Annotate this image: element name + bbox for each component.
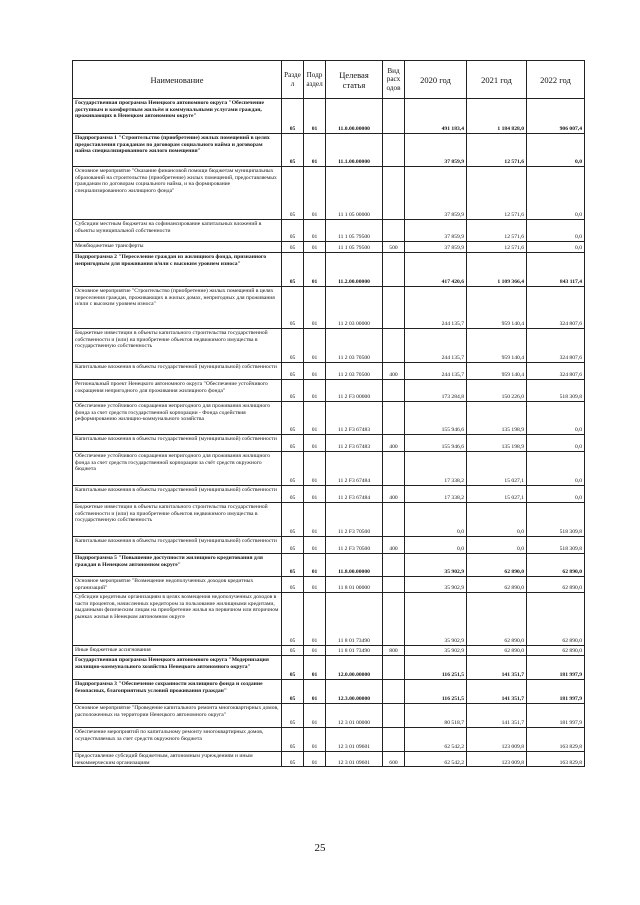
row-expense-type xyxy=(383,380,405,402)
row-value-2021: 141 351,7 xyxy=(467,656,527,680)
table-row xyxy=(73,402,585,435)
row-value-2021: 15 027,1 xyxy=(467,486,527,503)
header-name: Наименование xyxy=(73,61,282,99)
row-target-article: 11 2 F3 00000 xyxy=(326,380,383,402)
row-value-2022: 324 807,6 xyxy=(527,287,585,329)
row-value-2022: 518 309,8 xyxy=(527,503,585,537)
row-subsection: 01 xyxy=(304,363,326,380)
row-name: Государственная программа Ненецкого автономного округа "Обеспечение доступным и комфортным жильём и коммунальными услугами граждан, проживающих в Ненецком автономном округе" xyxy=(73,99,282,134)
table-row xyxy=(73,554,585,577)
row-value-2020: 35 902,9 xyxy=(405,554,467,577)
row-name: Подпрограмма 5 "Повышение доступности жилищного кредитования для граждан в Ненецком автономном округе" xyxy=(73,554,282,577)
row-target-article: 12.0.00.00000 xyxy=(326,656,383,680)
table-row xyxy=(73,752,585,767)
row-name: Предоставление субсидий бюджетным, автономным учреждениям и иным некоммерческим организациям xyxy=(73,752,282,767)
row-section: 05 xyxy=(282,728,304,752)
row-section: 05 xyxy=(282,656,304,680)
table-row xyxy=(73,435,585,452)
row-value-2020: 417 420,6 xyxy=(405,253,467,287)
budget-table-sheet xyxy=(72,60,584,767)
row-value-2020: 37 859,9 xyxy=(405,220,467,242)
row-value-2022: 62 890,0 xyxy=(527,646,585,656)
row-value-2020: 0,0 xyxy=(405,537,467,554)
table-row xyxy=(73,537,585,554)
row-name: Государственная программа Ненецкого автономного округа "Модернизация жилищно-коммунального хозяйства Ненецкого автономного округа" xyxy=(73,656,282,680)
row-subsection: 01 xyxy=(304,242,326,253)
row-subsection: 01 xyxy=(304,167,326,220)
row-value-2020: 244 135,7 xyxy=(405,329,467,363)
row-subsection: 01 xyxy=(304,134,326,167)
row-subsection: 01 xyxy=(304,287,326,329)
row-expense-type: 400 xyxy=(383,435,405,452)
row-name: Региональный проект Ненецкого автономного округа "Обеспечение устойчивого сокращения непригодного для проживания жилищного фонда" xyxy=(73,380,282,402)
row-name: Обеспечение мероприятий по капитальному ремонту многоквартирных домов, осуществляемых за счет средств окружного бюджета xyxy=(73,728,282,752)
table-row xyxy=(73,242,585,253)
row-expense-type xyxy=(383,656,405,680)
table-row xyxy=(73,287,585,329)
row-section: 05 xyxy=(282,486,304,503)
row-expense-type: 400 xyxy=(383,537,405,554)
row-value-2020: 37 859,9 xyxy=(405,167,467,220)
row-target-article: 11 2 03 70500 xyxy=(326,363,383,380)
row-value-2022: 518 309,8 xyxy=(527,380,585,402)
row-value-2021: 135 198,9 xyxy=(467,435,527,452)
row-value-2021: 12 571,6 xyxy=(467,167,527,220)
row-value-2021: 1 184 828,0 xyxy=(467,99,527,134)
row-value-2022: 0,0 xyxy=(527,486,585,503)
row-expense-type xyxy=(383,329,405,363)
row-subsection: 01 xyxy=(304,646,326,656)
row-value-2021: 0,0 xyxy=(467,503,527,537)
row-target-article: 11 2 03 00000 xyxy=(326,287,383,329)
row-expense-type xyxy=(383,167,405,220)
row-section: 05 xyxy=(282,537,304,554)
row-target-article: 11 8 01 73490 xyxy=(326,646,383,656)
row-value-2022: 0,0 xyxy=(527,134,585,167)
row-value-2021: 62 890,0 xyxy=(467,554,527,577)
page-number: 25 xyxy=(314,842,326,854)
row-value-2022: 0,0 xyxy=(527,435,585,452)
row-section: 05 xyxy=(282,402,304,435)
row-target-article: 11 1 05 79500 xyxy=(326,242,383,253)
table-row xyxy=(73,593,585,646)
table-body xyxy=(73,99,585,767)
row-name: Капитальные вложения в объекты государственной (муниципальной) собственности xyxy=(73,537,282,554)
row-name: Межбюджетные трансферты xyxy=(73,242,282,253)
row-value-2020: 35 902,9 xyxy=(405,593,467,646)
row-section: 05 xyxy=(282,167,304,220)
row-value-2021: 12 571,6 xyxy=(467,242,527,253)
table-row xyxy=(73,728,585,752)
row-name: Бюджетные инвестиции в объекты капитального строительства государственной собственности и (или) на приобретение объектов недвижимого имущества в государственную собственность xyxy=(73,503,282,537)
row-value-2022: 181 997,9 xyxy=(527,704,585,728)
row-target-article: 11.1.00.00000 xyxy=(326,134,383,167)
row-name: Капитальные вложения в объекты государственной (муниципальной) собственности xyxy=(73,435,282,452)
row-value-2020: 37 859,9 xyxy=(405,134,467,167)
row-expense-type xyxy=(383,554,405,577)
row-value-2021: 123 009,8 xyxy=(467,752,527,767)
row-target-article: 12 3 01 09601 xyxy=(326,728,383,752)
row-expense-type: 400 xyxy=(383,363,405,380)
row-name: Основное мероприятие "Оказание финансовой помощи бюджетам муниципальных образований на строительство (приобретение) жилых помещений, предоставляемых гражданам по договорам социального найма, и на формирование специализированного жилищного фонда" xyxy=(73,167,282,220)
row-value-2022: 163 829,8 xyxy=(527,752,585,767)
row-value-2022: 181 997,9 xyxy=(527,656,585,680)
row-value-2020: 80 518,7 xyxy=(405,704,467,728)
row-name: Основное мероприятие "Возмещение недополученных доходов кредитных организаций" xyxy=(73,577,282,593)
row-target-article: 11 1 05 00000 xyxy=(326,167,383,220)
row-value-2021: 1 109 366,4 xyxy=(467,253,527,287)
row-name: Обеспечение устойчивого сокращения непригодного для проживания жилищного фонда за счет средств государственной корпорации за счёт средств окружного бюджета xyxy=(73,452,282,486)
header-year-2021: 2021 год xyxy=(467,61,527,99)
row-subsection: 01 xyxy=(304,220,326,242)
row-target-article: 11.8.00.00000 xyxy=(326,554,383,577)
row-expense-type xyxy=(383,728,405,752)
row-name: Подпрограмма 3 "Обеспечение сохранности жилищного фонда и создание безопасных, благоприятных условий проживания граждан" xyxy=(73,680,282,704)
row-subsection: 01 xyxy=(304,554,326,577)
row-expense-type xyxy=(383,220,405,242)
row-subsection: 01 xyxy=(304,656,326,680)
row-subsection: 01 xyxy=(304,577,326,593)
row-value-2021: 12 571,6 xyxy=(467,134,527,167)
row-value-2021: 12 571,6 xyxy=(467,220,527,242)
row-name: Основное мероприятие "Проведение капитального ремонта многоквартирных домов, расположенных на территории Ненецкого автономного округа" xyxy=(73,704,282,728)
row-section: 05 xyxy=(282,220,304,242)
row-target-article: 11 1 05 79500 xyxy=(326,220,383,242)
row-expense-type: 400 xyxy=(383,486,405,503)
row-subsection: 01 xyxy=(304,593,326,646)
row-name: Капитальные вложения в объекты государственной (муниципальной) собственности xyxy=(73,363,282,380)
row-value-2021: 135 198,9 xyxy=(467,402,527,435)
row-section: 05 xyxy=(282,752,304,767)
row-name: Основное мероприятие "Строительство (приобретение) жилых помещений в целях переселения граждан, проживающих в жилых домах, непригодных для проживания и/или с высоким уровнем износа" xyxy=(73,287,282,329)
row-value-2022: 906 007,4 xyxy=(527,99,585,134)
row-value-2022: 0,0 xyxy=(527,452,585,486)
row-subsection: 01 xyxy=(304,329,326,363)
row-value-2022: 62 890,0 xyxy=(527,554,585,577)
row-expense-type xyxy=(383,99,405,134)
row-value-2020: 0,0 xyxy=(405,503,467,537)
row-value-2021: 959 140,4 xyxy=(467,329,527,363)
row-value-2020: 62 542,2 xyxy=(405,752,467,767)
row-subsection: 01 xyxy=(304,704,326,728)
row-value-2020: 35 902,9 xyxy=(405,577,467,593)
row-section: 05 xyxy=(282,503,304,537)
row-value-2020: 244 135,7 xyxy=(405,287,467,329)
row-expense-type xyxy=(383,287,405,329)
row-section: 05 xyxy=(282,380,304,402)
row-section: 05 xyxy=(282,363,304,380)
table-row xyxy=(73,380,585,402)
row-expense-type: 600 xyxy=(383,752,405,767)
row-expense-type xyxy=(383,134,405,167)
row-value-2020: 173 284,8 xyxy=(405,380,467,402)
row-section: 05 xyxy=(282,646,304,656)
table-row xyxy=(73,503,585,537)
row-value-2021: 150 226,0 xyxy=(467,380,527,402)
table-row xyxy=(73,646,585,656)
row-target-article: 11 8 01 00000 xyxy=(326,577,383,593)
row-subsection: 01 xyxy=(304,380,326,402)
header-year-2022: 2022 год xyxy=(527,61,585,99)
row-subsection: 01 xyxy=(304,537,326,554)
row-target-article: 12 3 01 00000 xyxy=(326,704,383,728)
table-row xyxy=(73,253,585,287)
row-target-article: 11 2 F3 70500 xyxy=(326,537,383,554)
row-subsection: 01 xyxy=(304,253,326,287)
row-value-2021: 959 140,4 xyxy=(467,363,527,380)
row-target-article: 11 2 F3 70500 xyxy=(326,503,383,537)
row-value-2022: 163 829,8 xyxy=(527,728,585,752)
row-subsection: 01 xyxy=(304,452,326,486)
table-row xyxy=(73,486,585,503)
row-target-article: 11 2 03 70500 xyxy=(326,329,383,363)
header-expense-type: Вид расх одов xyxy=(383,61,405,99)
row-section: 05 xyxy=(282,329,304,363)
row-target-article: 12.3.00.00000 xyxy=(326,680,383,704)
row-value-2020: 244 135,7 xyxy=(405,363,467,380)
table-header-row xyxy=(73,61,585,99)
row-target-article: 11 2 F3 67483 xyxy=(326,435,383,452)
row-value-2022: 843 117,4 xyxy=(527,253,585,287)
row-subsection: 01 xyxy=(304,99,326,134)
row-value-2022: 62 890,0 xyxy=(527,593,585,646)
row-value-2020: 35 902,9 xyxy=(405,646,467,656)
row-value-2020: 155 946,6 xyxy=(405,402,467,435)
row-name: Капитальные вложения в объекты государственной (муниципальной) собственности xyxy=(73,486,282,503)
row-subsection: 01 xyxy=(304,503,326,537)
row-value-2021: 62 890,0 xyxy=(467,646,527,656)
row-value-2021: 141 351,7 xyxy=(467,680,527,704)
table-row xyxy=(73,167,585,220)
row-value-2021: 123 009,8 xyxy=(467,728,527,752)
row-value-2020: 62 542,2 xyxy=(405,728,467,752)
row-name: Подпрограмма 1 "Строительство (приобретение) жилых помещений в целях предоставления гражданам по договорам социального найма и договорам найма специализированного жилого помещения" xyxy=(73,134,282,167)
row-name: Субсидии местным бюджетам на софинансирование капитальных вложений в объекты муниципальной собственности xyxy=(73,220,282,242)
row-section: 05 xyxy=(282,242,304,253)
row-value-2020: 491 183,4 xyxy=(405,99,467,134)
row-subsection: 01 xyxy=(304,486,326,503)
row-expense-type: 500 xyxy=(383,242,405,253)
header-subsection: Подр аздел xyxy=(304,61,326,99)
row-section: 05 xyxy=(282,253,304,287)
row-value-2020: 37 859,9 xyxy=(405,242,467,253)
header-target-article: Целевая статья xyxy=(326,61,383,99)
row-value-2020: 116 251,5 xyxy=(405,680,467,704)
row-section: 05 xyxy=(282,452,304,486)
table-row xyxy=(73,452,585,486)
row-section: 05 xyxy=(282,134,304,167)
row-target-article: 11.0.00.00000 xyxy=(326,99,383,134)
row-section: 05 xyxy=(282,99,304,134)
row-value-2021: 0,0 xyxy=(467,537,527,554)
table-row xyxy=(73,329,585,363)
row-subsection: 01 xyxy=(304,728,326,752)
row-name: Подпрограмма 2 "Переселение граждан из жилищного фонда, признанного непригодным для проживания и/или с высоким уровнем износа" xyxy=(73,253,282,287)
table-row xyxy=(73,656,585,680)
row-value-2022: 0,0 xyxy=(527,220,585,242)
row-value-2020: 116 251,5 xyxy=(405,656,467,680)
row-name: Обеспечение устойчивого сокращения непригодного для проживания жилищного фонда за счет средств государственной корпорации - Фонда содействия реформированию жилищно-коммунального хозяйства xyxy=(73,402,282,435)
row-target-article: 11 8 01 73490 xyxy=(326,593,383,646)
table-row xyxy=(73,680,585,704)
row-expense-type xyxy=(383,680,405,704)
row-expense-type xyxy=(383,402,405,435)
budget-table xyxy=(72,60,585,767)
table-row xyxy=(73,99,585,134)
header-year-2020: 2020 год xyxy=(405,61,467,99)
row-value-2022: 0,0 xyxy=(527,402,585,435)
row-section: 05 xyxy=(282,593,304,646)
row-subsection: 01 xyxy=(304,752,326,767)
row-section: 05 xyxy=(282,435,304,452)
table-row xyxy=(73,363,585,380)
row-value-2021: 141 351,7 xyxy=(467,704,527,728)
row-target-article: 11 2 F3 67484 xyxy=(326,452,383,486)
table-row xyxy=(73,704,585,728)
row-target-article: 11 2 F3 67484 xyxy=(326,486,383,503)
row-section: 05 xyxy=(282,554,304,577)
row-expense-type xyxy=(383,503,405,537)
row-section: 05 xyxy=(282,287,304,329)
row-expense-type xyxy=(383,577,405,593)
row-target-article: 11 2 F3 67483 xyxy=(326,402,383,435)
row-value-2021: 959 140,4 xyxy=(467,287,527,329)
row-subsection: 01 xyxy=(304,402,326,435)
row-expense-type xyxy=(383,452,405,486)
row-value-2020: 155 946,6 xyxy=(405,435,467,452)
row-expense-type xyxy=(383,593,405,646)
row-expense-type: 800 xyxy=(383,646,405,656)
row-target-article: 12 3 01 09601 xyxy=(326,752,383,767)
row-value-2022: 518 309,8 xyxy=(527,537,585,554)
row-value-2020: 17 338,2 xyxy=(405,452,467,486)
row-value-2021: 62 890,0 xyxy=(467,577,527,593)
row-target-article: 11.2.00.00000 xyxy=(326,253,383,287)
row-value-2020: 17 338,2 xyxy=(405,486,467,503)
row-name: Иные бюджетные ассигнования xyxy=(73,646,282,656)
row-value-2022: 0,0 xyxy=(527,242,585,253)
row-subsection: 01 xyxy=(304,435,326,452)
row-value-2022: 324 807,6 xyxy=(527,329,585,363)
table-row xyxy=(73,134,585,167)
row-name: Субсидии кредитным организациям в целях возмещения недополученных доходов в части процентов, начисленных кредитором за пользование жилищными кредитами, выданными физическим лицам на приобретение жилья на первичном или вторичном рынках жилья в Ненецком автономном округе xyxy=(73,593,282,646)
row-value-2022: 324 807,6 xyxy=(527,363,585,380)
row-name: Бюджетные инвестиции в объекты капитального строительства государственной собственности и (или) на приобретение объектов недвижимого имущества в государственную собственность xyxy=(73,329,282,363)
row-subsection: 01 xyxy=(304,680,326,704)
row-value-2021: 15 027,1 xyxy=(467,452,527,486)
table-row xyxy=(73,220,585,242)
row-value-2022: 0,0 xyxy=(527,167,585,220)
row-value-2022: 181 997,9 xyxy=(527,680,585,704)
row-section: 05 xyxy=(282,704,304,728)
row-section: 05 xyxy=(282,680,304,704)
row-expense-type xyxy=(383,704,405,728)
row-value-2022: 62 890,0 xyxy=(527,577,585,593)
header-section: Разде л xyxy=(282,61,304,99)
row-section: 05 xyxy=(282,577,304,593)
row-value-2021: 62 890,0 xyxy=(467,593,527,646)
table-row xyxy=(73,577,585,593)
row-expense-type xyxy=(383,253,405,287)
